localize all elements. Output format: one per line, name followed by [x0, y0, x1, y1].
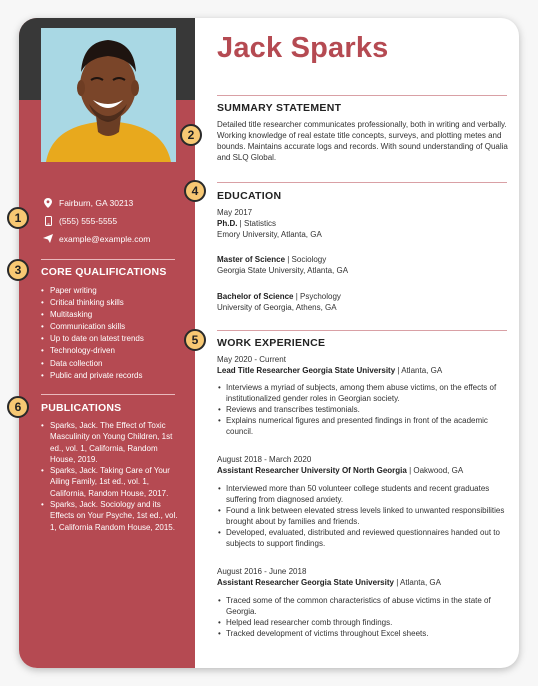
list-item: • Critical thinking skills	[41, 297, 179, 309]
job-header	[217, 354, 509, 376]
education-field: | Sociology	[285, 255, 327, 264]
list-item: • Public and private records	[41, 370, 179, 382]
resume-card	[19, 18, 519, 668]
contact-email	[41, 230, 191, 247]
list-item: • Communication skills	[41, 321, 179, 333]
summary-text: Detailed title researcher communicates professionally, both in writing and verbally. Working knowledge of real estate title concepts, surveys, and plotting metes and bounds. Maintains accurate logs and records. With sound understanding of Qualia and SLQ Global.	[217, 120, 508, 162]
list-item: • Sparks, Jack. The Effect of Toxic Masculinity on Young Children, 1st ed., vol. 1, California, Random House, 2019.	[41, 420, 179, 465]
callout-badge-5: 5	[184, 329, 206, 351]
education-field: | Psychology	[293, 292, 341, 301]
list-item: • Data collection	[41, 358, 179, 370]
job-bullets	[217, 483, 509, 549]
divider	[41, 259, 175, 260]
candidate-name: Jack Sparks	[217, 32, 389, 64]
education-field: | Statistics	[237, 219, 276, 228]
education-title: EDUCATION	[217, 190, 282, 202]
education-degree: Bachelor of Science	[217, 292, 294, 301]
education-date: May 2017	[217, 208, 253, 217]
divider	[41, 394, 175, 395]
education-school: University of Georgia, Athens, GA	[217, 303, 337, 312]
contact-info	[41, 194, 191, 248]
qualifications-title: CORE QUALIFICATIONS	[41, 266, 167, 278]
education-entry	[217, 254, 509, 276]
publications-list	[41, 420, 179, 533]
list-item: • Paper writing	[41, 285, 179, 297]
education-entry	[217, 207, 509, 240]
job-role: Lead Title Researcher Georgia State University	[217, 366, 396, 375]
list-item: • Traced some of the common characteristics of abuse victims in the state of Georgia.	[217, 595, 509, 617]
email-icon	[41, 233, 55, 245]
publications-title: PUBLICATIONS	[41, 402, 122, 414]
education-school: Georgia State University, Atlanta, GA	[217, 266, 349, 275]
education-degree: Master of Science	[217, 255, 286, 264]
list-item: • Reviews and transcribes testimonials.	[217, 404, 509, 415]
callout-badge-1: 1	[7, 207, 29, 229]
list-item: • Multitasking	[41, 309, 179, 321]
list-item: • Sparks, Jack. Sociology and its Effects on Your Psyche, 1st ed., vol. 1, California Random House, 2015.	[41, 499, 179, 533]
education-degree: Ph.D.	[217, 219, 238, 228]
experience-title: WORK EXPERIENCE	[217, 337, 326, 349]
job-dates: August 2016 - June 2018	[217, 567, 307, 576]
contact-location	[41, 194, 191, 211]
phone-text[interactable]: (555) 555-5555	[59, 215, 118, 226]
contact-phone	[41, 212, 191, 229]
main-content	[195, 18, 519, 668]
list-item: • Technology-driven	[41, 345, 179, 357]
education-entry	[217, 291, 509, 313]
location-icon	[41, 197, 55, 209]
job-header	[217, 454, 509, 476]
job-location: | Oakwood, GA	[406, 466, 464, 475]
callout-badge-6: 6	[7, 396, 29, 418]
job-dates: August 2018 - March 2020	[217, 455, 312, 464]
phone-icon	[41, 215, 55, 227]
profile-photo	[41, 28, 176, 162]
qualifications-list	[41, 285, 179, 382]
job-location: | Atlanta, GA	[393, 578, 441, 587]
job-location: | Atlanta, GA	[395, 366, 443, 375]
callout-badge-2: 2	[180, 124, 202, 146]
list-item: • Developed, evaluated, distributed and reviewed questionnaires handed out to subjects to support findings.	[217, 527, 509, 549]
summary-title: SUMMARY STATEMENT	[217, 102, 342, 114]
sidebar	[19, 18, 195, 668]
job-dates: May 2020 - Current	[217, 355, 286, 364]
education-school: Emory University, Atlanta, GA	[217, 230, 322, 239]
list-item: • Up to date on latest trends	[41, 333, 179, 345]
list-item: • Found a link between elevated stress levels linked to unwanted responsibilities brought about by families and friends.	[217, 505, 509, 527]
job-role: Assistant Researcher University Of North Georgia	[217, 466, 407, 475]
divider	[217, 182, 507, 183]
list-item: • Helped lead researcher comb through findings.	[217, 617, 509, 628]
location-text: Fairburn, GA 30213	[59, 197, 134, 208]
job-bullets	[217, 382, 509, 437]
job-header	[217, 566, 509, 588]
email-text[interactable]: example@example.com	[59, 233, 151, 244]
divider	[217, 95, 507, 96]
callout-badge-3: 3	[7, 259, 29, 281]
callout-badge-4: 4	[184, 180, 206, 202]
list-item: • Sparks, Jack. Taking Care of Your Ailing Family, 1st ed., vol. 1, California, Random House, 2017.	[41, 465, 179, 499]
divider	[217, 330, 507, 331]
job-role: Assistant Researcher Georgia State University	[217, 578, 394, 587]
list-item: • Tracked development of victims throughout Excel sheets.	[217, 628, 509, 639]
list-item: • Interviews a myriad of subjects, among them abuse victims, on the effects of institutionalized gender roles in Georgian society.	[217, 382, 509, 404]
job-bullets	[217, 595, 509, 639]
list-item: • Explains numerical figures and presented findings in front of the academic council.	[217, 415, 509, 437]
list-item: • Interviewed more than 50 volunteer college students and recent graduates suffering from diagnosed anxiety.	[217, 483, 509, 505]
